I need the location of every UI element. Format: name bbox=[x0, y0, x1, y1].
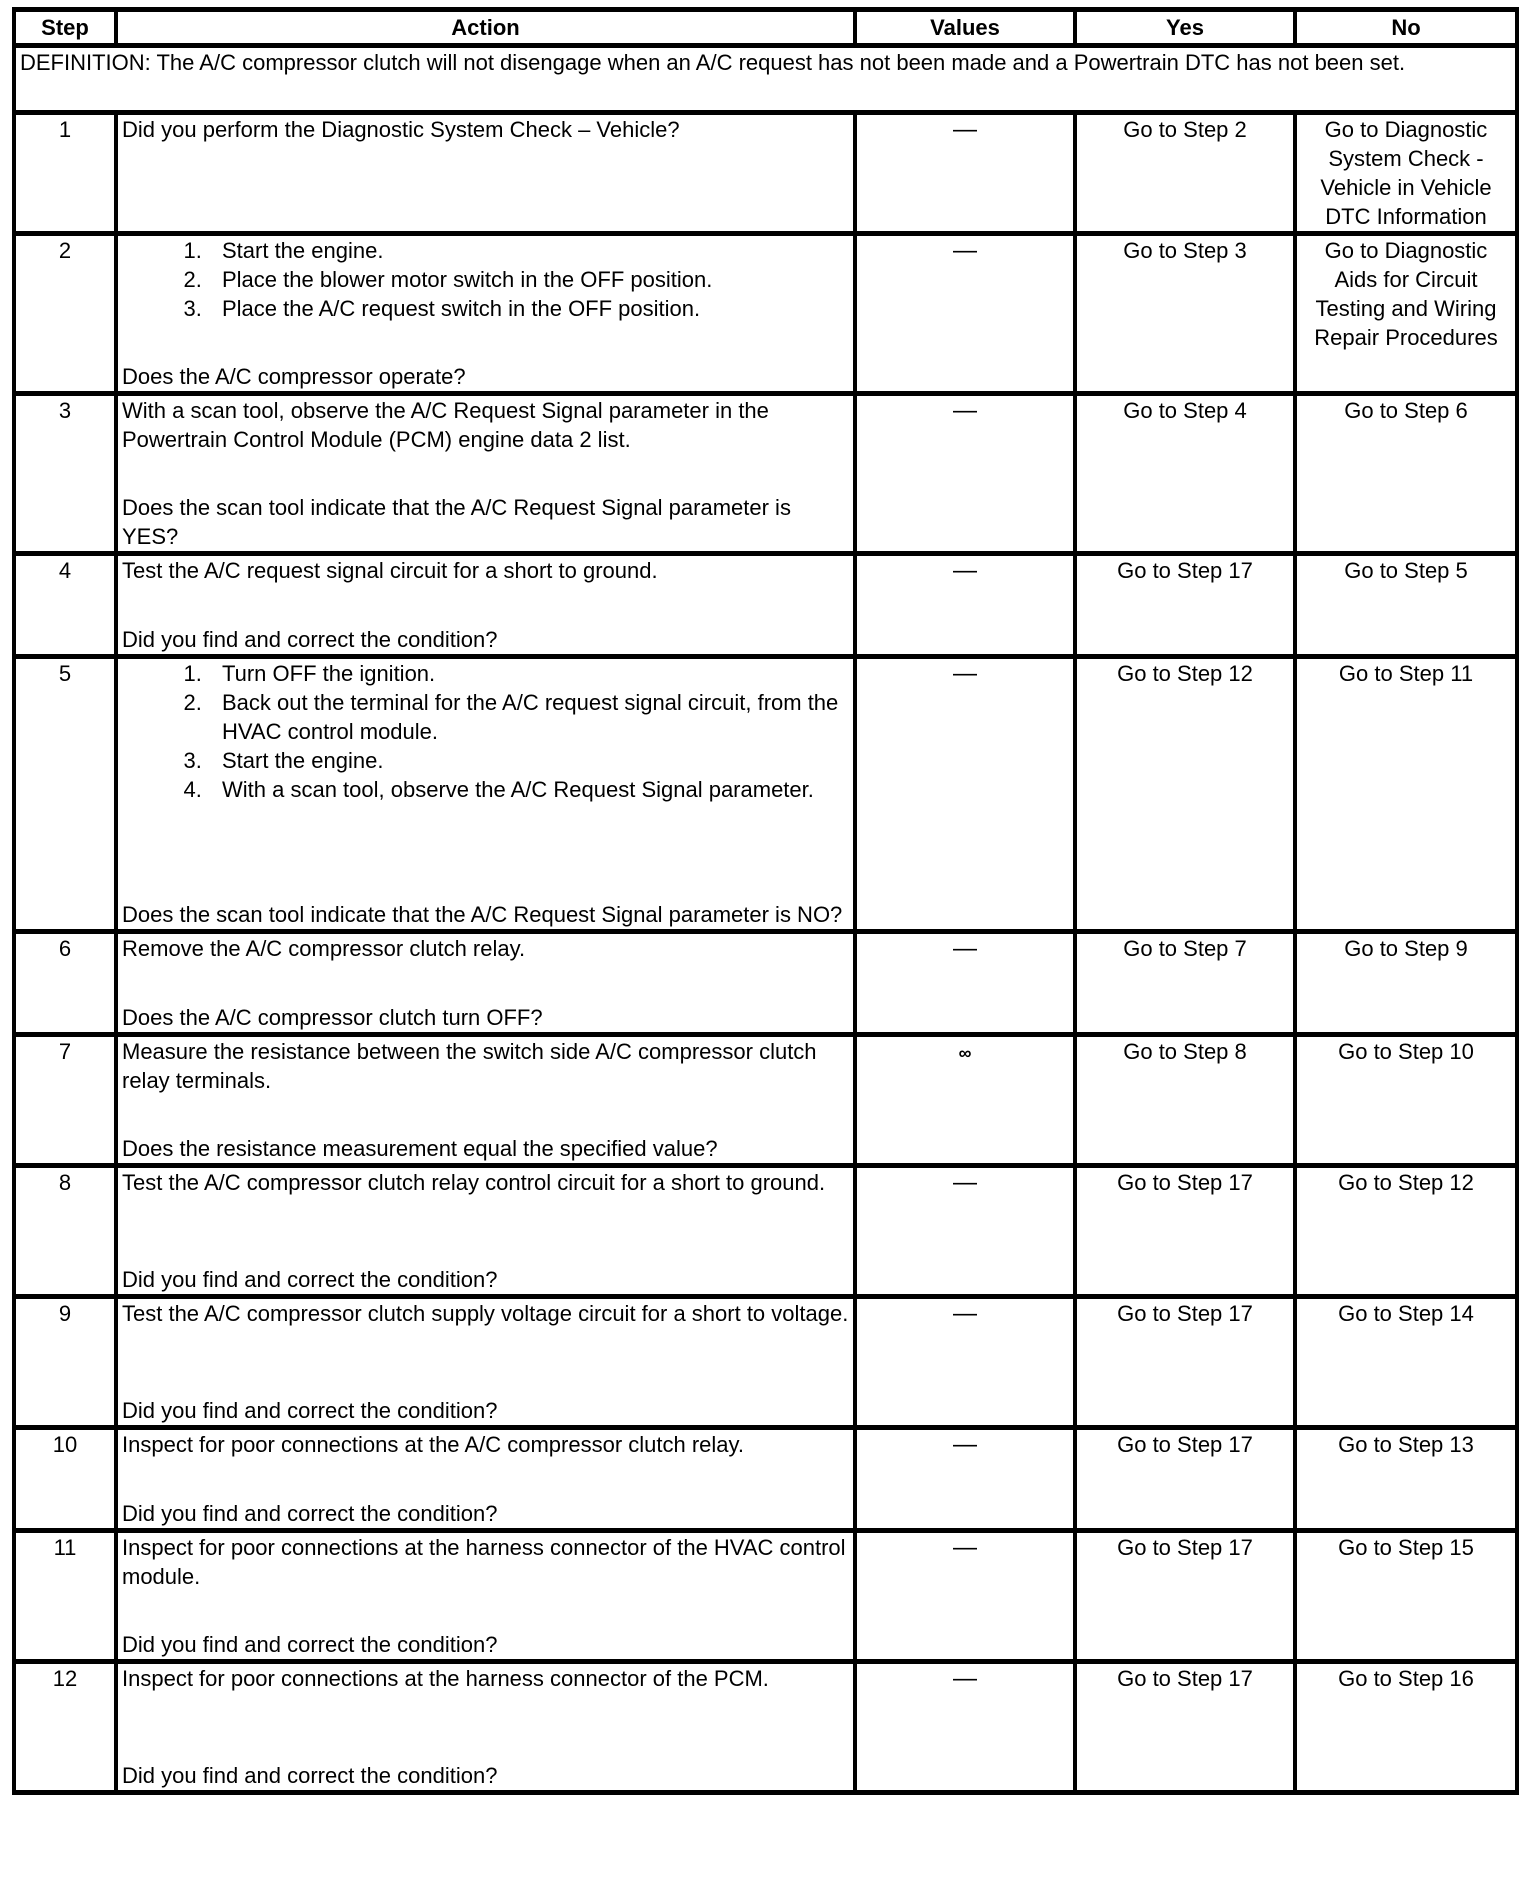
action-instructions bbox=[122, 1430, 849, 1459]
values-cell bbox=[855, 234, 1075, 394]
dash-value: — bbox=[953, 1300, 977, 1327]
instruction-list-item: 3. Place the A/C request switch in the OFF position. bbox=[208, 294, 849, 323]
no-cell: Go to Step 10 bbox=[1295, 1035, 1517, 1166]
action-instructions bbox=[122, 1299, 849, 1328]
table-row bbox=[14, 1297, 1517, 1428]
yes-cell: Go to Step 2 bbox=[1075, 113, 1295, 234]
action-cell bbox=[116, 1035, 855, 1166]
dash-value: — bbox=[953, 935, 977, 962]
action-content bbox=[122, 1664, 849, 1790]
dash-value: — bbox=[953, 397, 977, 424]
step-number: 2 bbox=[14, 234, 116, 394]
yes-cell: Go to Step 17 bbox=[1075, 1166, 1295, 1297]
step-number: 5 bbox=[14, 657, 116, 932]
instruction-list-item: 4. With a scan tool, observe the A/C Request Signal parameter. bbox=[208, 775, 849, 804]
action-content bbox=[122, 1533, 849, 1659]
table-row bbox=[14, 554, 1517, 657]
table-row bbox=[14, 657, 1517, 932]
action-content bbox=[122, 1430, 849, 1528]
action-content bbox=[122, 236, 849, 391]
yes-cell: Go to Step 8 bbox=[1075, 1035, 1295, 1166]
action-cell bbox=[116, 113, 855, 234]
yes-cell: Go to Step 7 bbox=[1075, 932, 1295, 1035]
action-cell bbox=[116, 1662, 855, 1793]
action-cell bbox=[116, 657, 855, 932]
action-instructions bbox=[122, 396, 849, 454]
values-cell bbox=[855, 1531, 1075, 1662]
no-cell: Go to Step 15 bbox=[1295, 1531, 1517, 1662]
instruction-text: Inspect for poor connections at the harness connector of the HVAC control module. bbox=[122, 1535, 846, 1589]
yes-cell: Go to Step 17 bbox=[1075, 554, 1295, 657]
action-cell bbox=[116, 1166, 855, 1297]
no-cell: Go to Step 14 bbox=[1295, 1297, 1517, 1428]
instruction-text: Test the A/C compressor clutch relay control circuit for a short to ground. bbox=[122, 1170, 826, 1195]
step-number: 6 bbox=[14, 932, 116, 1035]
action-content bbox=[122, 396, 849, 551]
action-cell bbox=[116, 234, 855, 394]
values-cell bbox=[855, 554, 1075, 657]
dash-value: — bbox=[953, 1169, 977, 1196]
no-cell: Go to Diagnostic Aids for Circuit Testing and Wiring Repair Procedures bbox=[1295, 234, 1517, 394]
action-content bbox=[122, 1299, 849, 1425]
action-instructions bbox=[122, 1037, 849, 1095]
instruction-list-item: 2. Back out the terminal for the A/C request signal circuit, from the HVAC control module. bbox=[208, 688, 849, 746]
table-row bbox=[14, 113, 1517, 234]
action-cell bbox=[116, 1531, 855, 1662]
values-cell bbox=[855, 1166, 1075, 1297]
definition-row bbox=[14, 46, 1517, 113]
dash-value: — bbox=[953, 237, 977, 264]
yes-cell: Go to Step 3 bbox=[1075, 234, 1295, 394]
action-content bbox=[122, 556, 849, 654]
table-row bbox=[14, 1035, 1517, 1166]
action-cell bbox=[116, 394, 855, 554]
yes-cell: Go to Step 17 bbox=[1075, 1531, 1295, 1662]
diagnostic-table bbox=[12, 7, 1519, 1795]
table-row bbox=[14, 1662, 1517, 1793]
action-instructions bbox=[122, 1533, 849, 1591]
instruction-text: Measure the resistance between the switch side A/C compressor clutch relay terminals. bbox=[122, 1039, 817, 1093]
header-row bbox=[14, 10, 1517, 46]
yes-cell: Go to Step 17 bbox=[1075, 1662, 1295, 1793]
no-cell: Go to Step 9 bbox=[1295, 932, 1517, 1035]
table-row bbox=[14, 932, 1517, 1035]
question-text: Did you find and correct the condition? bbox=[122, 1398, 498, 1423]
no-cell: Go to Step 11 bbox=[1295, 657, 1517, 932]
yes-cell: Go to Step 12 bbox=[1075, 657, 1295, 932]
dash-value: — bbox=[953, 660, 977, 687]
question-text: Does the scan tool indicate that the A/C Request Signal parameter is NO? bbox=[122, 902, 843, 927]
action-instructions bbox=[122, 1168, 849, 1197]
step-number: 4 bbox=[14, 554, 116, 657]
values-cell bbox=[855, 1428, 1075, 1531]
step-number: 11 bbox=[14, 1531, 116, 1662]
values-cell bbox=[855, 394, 1075, 554]
instruction-text: Remove the A/C compressor clutch relay. bbox=[122, 936, 526, 961]
no-cell: Go to Step 12 bbox=[1295, 1166, 1517, 1297]
instruction-list-item: 1. Start the engine. bbox=[208, 236, 849, 265]
action-cell bbox=[116, 1297, 855, 1428]
instruction-text: Test the A/C compressor clutch supply voltage circuit for a short to voltage. bbox=[122, 1301, 849, 1326]
yes-cell: Go to Step 17 bbox=[1075, 1297, 1295, 1428]
question-text: Did you perform the Diagnostic System Check – Vehicle? bbox=[122, 117, 680, 142]
header-values: Values bbox=[855, 10, 1075, 46]
instruction-list bbox=[122, 659, 849, 804]
no-cell: Go to Step 6 bbox=[1295, 394, 1517, 554]
step-number: 1 bbox=[14, 113, 116, 234]
action-content bbox=[122, 115, 849, 231]
instruction-text: Test the A/C request signal circuit for a short to ground. bbox=[122, 558, 658, 583]
step-number: 3 bbox=[14, 394, 116, 554]
definition-text: DEFINITION: The A/C compressor clutch will not disengage when an A/C request has not been made and a Powertrain DTC has not been set. bbox=[14, 46, 1517, 113]
yes-cell: Go to Step 4 bbox=[1075, 394, 1295, 554]
no-cell: Go to Step 16 bbox=[1295, 1662, 1517, 1793]
values-cell bbox=[855, 113, 1075, 234]
values-cell bbox=[855, 1662, 1075, 1793]
yes-cell: Go to Step 17 bbox=[1075, 1428, 1295, 1531]
no-cell: Go to Step 13 bbox=[1295, 1428, 1517, 1531]
instruction-text: Inspect for poor connections at the harness connector of the PCM. bbox=[122, 1666, 769, 1691]
values-cell bbox=[855, 1297, 1075, 1428]
values-cell bbox=[855, 932, 1075, 1035]
action-instructions bbox=[122, 115, 849, 144]
table-row bbox=[14, 1428, 1517, 1531]
question-text: Did you find and correct the condition? bbox=[122, 1501, 498, 1526]
dash-value: — bbox=[953, 116, 977, 143]
question-text: Did you find and correct the condition? bbox=[122, 1267, 498, 1292]
action-content bbox=[122, 934, 849, 1032]
dash-value: — bbox=[953, 557, 977, 584]
action-instructions bbox=[122, 934, 849, 963]
step-number: 12 bbox=[14, 1662, 116, 1793]
step-number: 7 bbox=[14, 1035, 116, 1166]
instruction-text: Inspect for poor connections at the A/C compressor clutch relay. bbox=[122, 1432, 745, 1457]
instruction-list-item: 3. Start the engine. bbox=[208, 746, 849, 775]
table-row bbox=[14, 234, 1517, 394]
question-text: Did you find and correct the condition? bbox=[122, 1632, 498, 1657]
action-cell bbox=[116, 1428, 855, 1531]
values-cell bbox=[855, 657, 1075, 932]
header-no: No bbox=[1295, 10, 1517, 46]
instruction-text: With a scan tool, observe the A/C Request Signal parameter in the Powertrain Control Module (PCM) engine data 2 list. bbox=[122, 398, 769, 452]
header-step: Step bbox=[14, 10, 116, 46]
instruction-list-item: 2. Place the blower motor switch in the OFF position. bbox=[208, 265, 849, 294]
action-content bbox=[122, 1037, 849, 1163]
step-number: 9 bbox=[14, 1297, 116, 1428]
table-row bbox=[14, 394, 1517, 554]
question-text: Does the scan tool indicate that the A/C Request Signal parameter is YES? bbox=[122, 495, 791, 549]
no-cell: Go to Diagnostic System Check - Vehicle in Vehicle DTC Information bbox=[1295, 113, 1517, 234]
question-text: Did you find and correct the condition? bbox=[122, 627, 498, 652]
table-row bbox=[14, 1166, 1517, 1297]
action-instructions bbox=[122, 556, 849, 585]
infinity-value: ∞ bbox=[958, 1043, 972, 1063]
no-cell: Go to Step 5 bbox=[1295, 554, 1517, 657]
action-instructions bbox=[122, 236, 849, 323]
table-row bbox=[14, 1531, 1517, 1662]
action-cell bbox=[116, 932, 855, 1035]
dash-value: — bbox=[953, 1534, 977, 1561]
step-number: 8 bbox=[14, 1166, 116, 1297]
question-text: Does the A/C compressor clutch turn OFF? bbox=[122, 1005, 543, 1030]
step-number: 10 bbox=[14, 1428, 116, 1531]
dash-value: — bbox=[953, 1665, 977, 1692]
question-text: Does the A/C compressor operate? bbox=[122, 364, 466, 389]
action-instructions bbox=[122, 659, 849, 804]
question-text: Does the resistance measurement equal the specified value? bbox=[122, 1136, 718, 1161]
action-cell bbox=[116, 554, 855, 657]
action-content bbox=[122, 659, 849, 929]
action-instructions bbox=[122, 1664, 849, 1693]
header-yes: Yes bbox=[1075, 10, 1295, 46]
values-cell bbox=[855, 1035, 1075, 1166]
question-text: Did you find and correct the condition? bbox=[122, 1763, 498, 1788]
header-action: Action bbox=[116, 10, 855, 46]
instruction-list-item: 1. Turn OFF the ignition. bbox=[208, 659, 849, 688]
action-content bbox=[122, 1168, 849, 1294]
instruction-list bbox=[122, 236, 849, 323]
dash-value: — bbox=[953, 1431, 977, 1458]
